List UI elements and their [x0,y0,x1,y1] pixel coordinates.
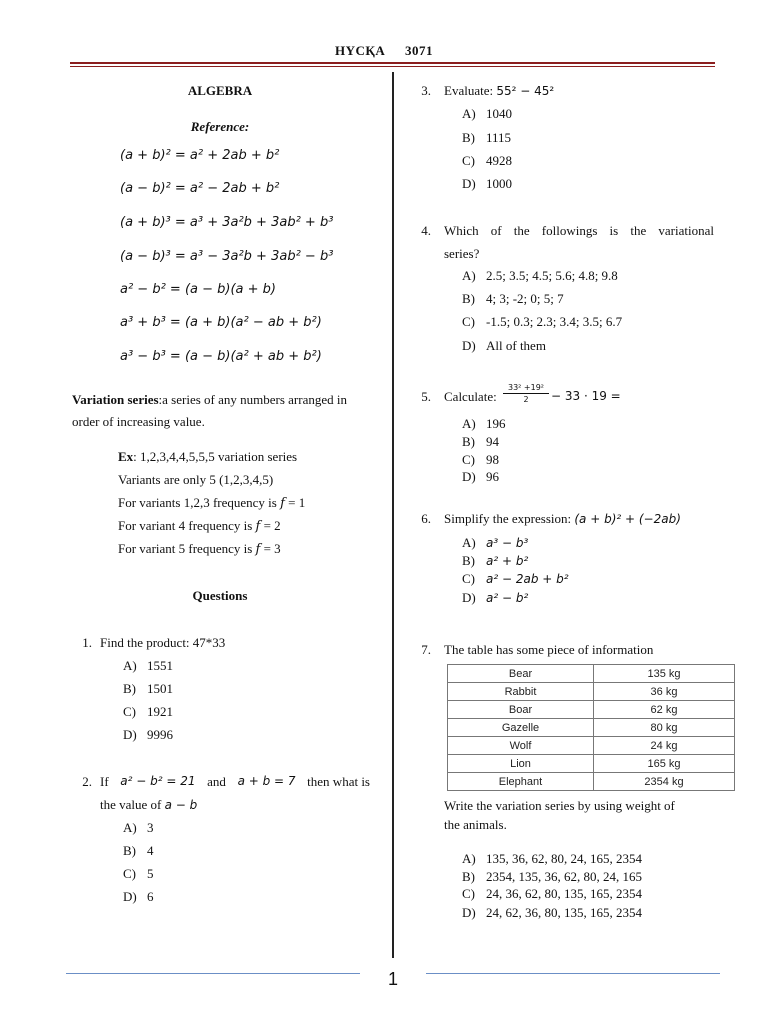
option-text: 1040 [486,106,512,121]
option-text: 5 [147,866,154,881]
option-text: 1921 [147,704,173,719]
table-cell-animal: Lion [448,755,594,773]
option-text: 6 [147,889,154,904]
table-cell-animal: Gazelle [448,719,594,737]
table-cell-weight: 36 kg [594,683,735,701]
q4-option-c [462,314,622,330]
q5-fraction [503,383,549,404]
option-text: 1000 [486,176,512,191]
example-line-1 [118,449,297,465]
q5-frac-denominator: 2 [523,395,529,404]
table-row [448,701,735,719]
q5-option-a [462,416,506,432]
q3-option-c [462,153,512,169]
option-text: All of them [486,338,546,353]
q1-option-a [123,658,173,674]
example-text: : 1,2,3,4,4,5,5,5 variation series [133,449,298,464]
option-label: D) [462,590,476,605]
example-line-5: For variant 5 frequency is 𝑓 = 3 [118,541,281,556]
option-text: 94 [486,434,499,449]
option-label: A) [462,416,476,431]
q2-word: then what is [307,774,370,789]
q2-math-2: a + b = 7 [237,774,296,788]
option-label: C) [462,314,475,329]
q7-text: The table has some piece of information [444,642,654,657]
questions-heading: Questions [192,588,248,603]
q6-label: Simplify the expression: [444,511,572,526]
formula-5: a² − b² = (a − b)(a + b) [120,282,276,297]
option-text: 196 [486,416,506,431]
q4-number: 4. [421,223,431,238]
header-title-left: НҮСҚА [335,43,386,58]
q1-option-d [123,727,173,743]
option-label: C) [462,153,475,168]
table-row [448,665,735,683]
option-text: 24, 36, 62, 80, 135, 165, 2354 [486,886,642,901]
variation-series-definition [72,389,362,433]
q7-number: 7. [421,642,431,657]
table-cell-animal: Wolf [448,737,594,755]
q6-option-a [462,535,528,551]
option-text: 1115 [486,130,512,145]
option-label: D) [462,176,476,191]
q5-frac-numerator: 33² +19² [503,383,549,394]
table-cell-animal: Rabbit [448,683,594,701]
table-cell-animal: Bear [448,665,594,683]
q3-option-b [462,130,511,146]
table-cell-weight: 62 kg [594,701,735,719]
q5-option-d [462,469,499,485]
q5-option-c [462,452,499,468]
example-line-4: For variant 4 frequency is 𝑓 = 2 [118,518,281,533]
animal-weight-table [447,664,735,791]
option-text: a² − b² [486,591,529,605]
q6-number: 6. [421,511,431,526]
q3-option-a [462,106,512,122]
table-cell-animal: Elephant [448,773,594,791]
option-text: 24, 62, 36, 80, 135, 165, 2354 [486,905,642,920]
table-row [448,773,735,791]
q4-option-a [462,268,618,284]
formula-2: (a − b)² = a² − 2ab + b² [120,181,280,196]
q4-option-d [462,338,546,354]
q7-option-d [462,905,642,921]
variation-def-text: :a series of any numbers arranged in order of increasing value. [72,392,347,429]
option-text: a³ − b³ [486,536,529,550]
option-text: a² + b² [486,554,529,568]
option-label: A) [462,851,476,866]
q2-math-1: a² − b² = 21 [120,774,196,788]
table-cell-weight: 135 kg [594,665,735,683]
q7-option-a [462,851,642,867]
q1-number: 1. [82,635,92,650]
q4-text-line2: series? [444,246,480,261]
option-text: -1.5; 0.3; 2.3; 3.4; 3.5; 6.7 [486,314,623,329]
option-text: 3 [147,820,154,835]
q5-math-rest: − 33 · 19 = [551,389,621,403]
table-cell-weight: 2354 kg [594,773,735,791]
table-row [448,719,735,737]
section-title-algebra: ALGEBRA [187,83,253,98]
q5-label: Calculate: [444,389,497,404]
q7-after-line2: the animals. [444,817,507,832]
option-text: 135, 36, 62, 80, 24, 165, 2354 [486,851,642,866]
table-cell-weight: 24 kg [594,737,735,755]
header-rule-thin [70,66,715,67]
q2-text-line2 [100,797,197,813]
option-label: D) [462,469,476,484]
q7-after-line1: Write the variation series by using weight of [444,798,675,813]
q3-text [444,83,554,99]
option-text: 2.5; 3.5; 4.5; 5.6; 4.8; 9.8 [486,268,618,283]
q3-math: 55² − 45² [496,84,555,98]
option-text: 4; 3; -2; 0; 5; 7 [486,291,564,306]
q2-option-b [123,843,154,859]
option-label: A) [462,535,476,550]
table-cell-weight: 165 kg [594,755,735,773]
footer-rule-right [426,973,720,974]
option-label: C) [462,571,475,586]
document-header [0,43,768,59]
q6-option-b [462,553,528,569]
option-label: D) [123,889,137,904]
q2-number: 2. [82,774,92,789]
q7-option-c [462,886,642,902]
q6-math: (a + b)² + (−2ab) [574,512,681,526]
option-label: B) [123,681,136,696]
example-line-2: Variants are only 5 (1,2,3,4,5) [118,472,274,487]
option-label: B) [462,291,475,306]
option-label: A) [123,820,137,835]
option-label: D) [462,338,476,353]
q1-option-c [123,704,173,720]
option-text: 1551 [147,658,173,673]
formula-6: a³ + b³ = (a + b)(a² − ab + b²) [120,315,322,330]
example-label: Ex [118,449,134,464]
column-divider [392,72,394,958]
option-label: B) [123,843,136,858]
example-line-3: For variants 1,2,3 frequency is 𝑓 = 1 [118,495,306,510]
option-label: A) [462,268,476,283]
q1-option-b [123,681,173,697]
table-row [448,683,735,701]
q4-option-b [462,291,564,307]
option-label: B) [462,553,475,568]
q2-word: If [100,774,109,789]
option-label: B) [462,434,475,449]
q2-option-c [123,866,154,882]
page-number: 1 [387,969,398,989]
q4-text-line1: Which of the followings is the variational [444,223,714,238]
q2-word: and [207,774,226,789]
option-label: B) [462,130,475,145]
q2-text-line1 [100,774,370,790]
table-row [448,755,735,773]
option-label: A) [123,658,137,673]
header-title-right: 3071 [404,43,433,58]
formula-1: (a + b)² = a² + 2ab + b² [120,148,280,163]
q3-option-d [462,176,512,192]
option-text: 1501 [147,681,173,696]
q5-number: 5. [421,389,431,404]
q2-option-d [123,889,154,905]
table-cell-animal: Boar [448,701,594,719]
option-text: 98 [486,452,499,467]
option-text: 96 [486,469,499,484]
footer-rule-left [66,973,360,974]
option-label: C) [123,866,136,881]
q2-option-a [123,820,154,836]
q3-label: Evaluate: [444,83,494,98]
q1-text: Find the product: 47*33 [100,635,226,650]
option-text: 4 [147,843,154,858]
q2-math-3: a − b [164,798,198,812]
table-cell-weight: 80 kg [594,719,735,737]
q7-option-b [462,869,642,885]
table-row [448,737,735,755]
q6-option-d [462,590,528,606]
q2-word: the value of [100,797,162,812]
reference-heading: Reference: [190,119,250,134]
option-text: a² − 2ab + b² [486,572,569,586]
option-label: C) [462,886,475,901]
option-text: 2354, 135, 36, 62, 80, 24, 165 [486,869,642,884]
formula-3: (a + b)³ = a³ + 3a²b + 3ab² + b³ [120,215,334,230]
q6-text [444,511,681,527]
option-label: D) [123,727,137,742]
formula-4: (a − b)³ = a³ − 3a²b + 3ab² − b³ [120,249,334,264]
option-label: A) [462,106,476,121]
option-text: 4928 [486,153,512,168]
option-label: D) [462,905,476,920]
header-rule [70,62,715,64]
option-label: C) [462,452,475,467]
q6-option-c [462,571,569,587]
variation-term: Variation series [72,392,159,407]
formula-7: a³ − b³ = (a − b)(a² + ab + b²) [120,349,322,364]
q3-number: 3. [421,83,431,98]
option-text: 9996 [147,727,173,742]
option-label: C) [123,704,136,719]
option-label: B) [462,869,475,884]
q5-option-b [462,434,499,450]
